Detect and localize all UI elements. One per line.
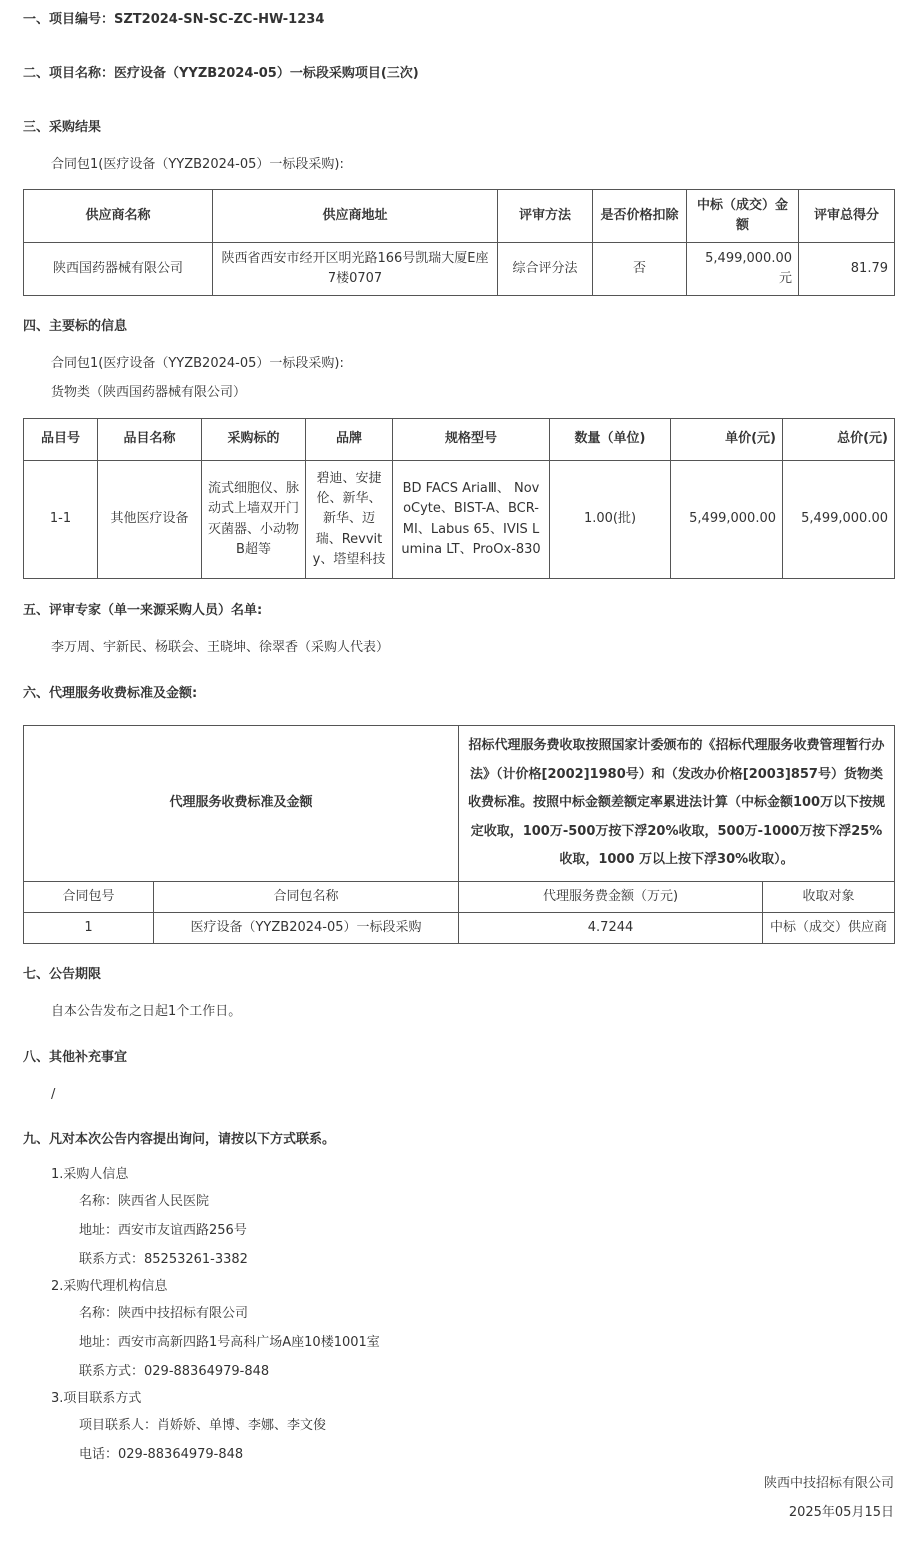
- project-name-value: 医疗设备（YYZB2024-05）一标段采购项目(三次): [114, 66, 419, 81]
- fee-payer: 中标（成交）供应商: [763, 912, 895, 943]
- col-spec: 规格型号: [393, 419, 550, 461]
- project-number-label: 一、项目编号：: [23, 12, 115, 27]
- other-matters: /: [51, 1087, 56, 1102]
- item-quantity: 1.00(批): [550, 461, 671, 579]
- supplier-address: 陕西省西安市经开区明光路166号凯瑞大厦E座7楼0707: [213, 243, 498, 296]
- item-no: 1-1: [24, 461, 98, 579]
- col-award-amount: 中标（成交）金额: [687, 190, 799, 243]
- project-number-value: SZT2024-SN-SC-ZC-HW-1234: [114, 12, 325, 27]
- col-fee-payer: 收取对象: [763, 881, 895, 912]
- section-7-title: 七、公告期限: [23, 967, 102, 982]
- contact-people: 项目联系人：肖娇娇、单博、李娜、李文俊: [79, 1418, 327, 1433]
- section-6-title: 六、代理服务收费标准及金额:: [23, 686, 198, 701]
- table-row: [24, 461, 895, 579]
- item-target: 流式细胞仪、脉动式上墙双开门灭菌器、小动物B超等: [202, 461, 306, 579]
- table-row: [24, 243, 895, 296]
- agent-phone: 联系方式：029-88364979-848: [79, 1364, 270, 1379]
- total-score: 81.79: [799, 243, 895, 296]
- col-item-no: 品目号: [24, 419, 98, 461]
- item-spec: BD FACS AriaⅢ、 NovoCyte、BIST-A、BCR-MI、Labus 65、IVIS Lumina LT、ProOx-830: [393, 461, 550, 579]
- col-package-no: 合同包号: [24, 881, 154, 912]
- project-name-label: 二、项目名称：: [23, 66, 115, 81]
- fee-standard-text: 招标代理服务费收取按照国家计委颁布的《招标代理服务收费管理暂行办法》（计价格[2002]1980号）和（发改办价格[2003]857号）货物类收费标准。按照中标金额差额定率累进法计算（中标金额100万以下按规定收取，100万-500万按下浮20%收取，500万-1000万按下浮25%收取，1000 万以上按下浮30%收取）。: [459, 726, 895, 882]
- package-no: 1: [24, 912, 154, 943]
- col-total-score: 评审总得分: [799, 190, 895, 243]
- fee-table-header: [24, 881, 895, 912]
- item-unit-price: 5,499,000.00: [671, 461, 783, 579]
- footer-organization: 陕西中技招标有限公司: [763, 1476, 894, 1491]
- buyer-info-title: 1.采购人信息: [51, 1167, 129, 1182]
- section-5-title: 五、评审专家（单一来源采购人员）名单:: [23, 603, 263, 618]
- result-table: [23, 189, 895, 296]
- col-supplier-name: 供应商名称: [24, 190, 213, 243]
- review-method: 综合评分法: [498, 243, 593, 296]
- buyer-name: 名称：陕西省人民医院: [79, 1194, 210, 1209]
- items-table: [23, 418, 895, 579]
- project-number: [23, 10, 324, 31]
- col-supplier-address: 供应商地址: [213, 190, 498, 243]
- award-amount: 5,499,000.00元: [687, 243, 799, 296]
- section-3-title: 三、采购结果: [23, 120, 102, 135]
- price-deduction: 否: [593, 243, 687, 296]
- col-item-name: 品目名称: [98, 419, 202, 461]
- package-name: 医疗设备（YYZB2024-05）一标段采购: [154, 912, 459, 943]
- item-name: 其他医疗设备: [98, 461, 202, 579]
- section-4-type: 货物类（陕西国药器械有限公司）: [51, 385, 247, 400]
- section-4-package: 合同包1(医疗设备（YYZB2024-05）一标段采购):: [51, 356, 344, 371]
- item-brand: 碧迪、安捷伦、新华、新华、迈瑞、Revvity、塔望科技: [306, 461, 393, 579]
- table-row: [24, 912, 895, 943]
- col-package-name: 合同包名称: [154, 881, 459, 912]
- col-agency-fee: 代理服务费金额（万元): [459, 881, 763, 912]
- contact-info-title: 3.项目联系方式: [51, 1391, 142, 1406]
- section-9-title: 九、凡对本次公告内容提出询问，请按以下方式联系。: [23, 1132, 336, 1147]
- agent-name: 名称：陕西中技招标有限公司: [79, 1306, 249, 1321]
- section-4-title: 四、主要标的信息: [23, 319, 128, 334]
- col-target: 采购标的: [202, 419, 306, 461]
- fee-table: [23, 725, 895, 944]
- col-total-price: 总价(元): [783, 419, 895, 461]
- project-name: [23, 64, 419, 85]
- col-review-method: 评审方法: [498, 190, 593, 243]
- item-total-price: 5,499,000.00: [783, 461, 895, 579]
- section-3-package: 合同包1(医疗设备（YYZB2024-05）一标段采购):: [51, 157, 344, 172]
- expert-list: 李万周、宇新民、杨联会、王晓坤、徐翠香（采购人代表）: [51, 640, 390, 655]
- notice-period: 自本公告发布之日起1个工作日。: [51, 1004, 242, 1019]
- col-quantity: 数量（单位): [550, 419, 671, 461]
- section-8-title: 八、其他补充事宜: [23, 1050, 128, 1065]
- items-table-header: [24, 419, 895, 461]
- buyer-address: 地址：西安市友谊西路256号: [79, 1223, 247, 1238]
- agency-fee: 4.7244: [459, 912, 763, 943]
- buyer-phone: 联系方式：85253261-3382: [79, 1252, 248, 1267]
- footer-date: 2025年05月15日: [788, 1505, 894, 1520]
- fee-standard-label: 代理服务收费标准及金额: [24, 726, 459, 882]
- agent-info-title: 2.采购代理机构信息: [51, 1279, 168, 1294]
- result-table-header: [24, 190, 895, 243]
- col-price-deduction: 是否价格扣除: [593, 190, 687, 243]
- col-unit-price: 单价(元): [671, 419, 783, 461]
- fee-standard-row: [24, 726, 895, 882]
- agent-address: 地址：西安市高新四路1号高科广场A座10楼1001室: [79, 1335, 380, 1350]
- supplier-name: 陕西国药器械有限公司: [24, 243, 213, 296]
- contact-phone: 电话：029-88364979-848: [79, 1447, 244, 1462]
- col-brand: 品牌: [306, 419, 393, 461]
